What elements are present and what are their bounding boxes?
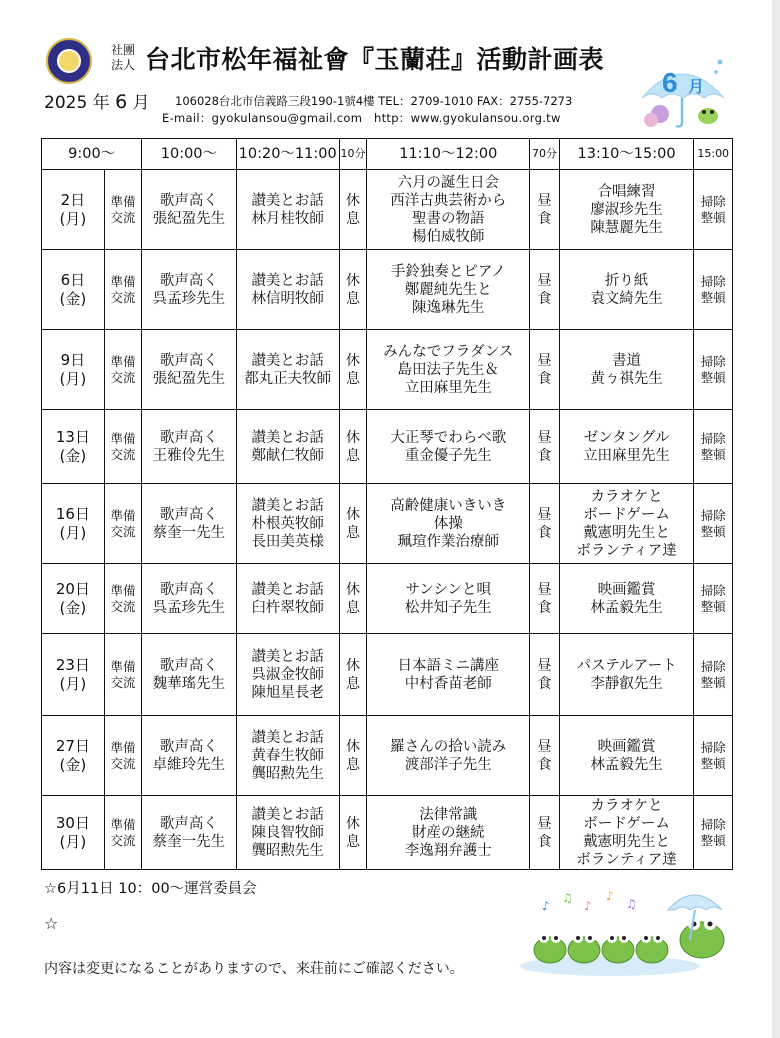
disclaimer-note: 内容は変更になることがありますので、来荘前にご確認ください。 — [44, 961, 464, 977]
date-cell-text: 20日 (金) — [55, 579, 90, 617]
afternoon-cell-text: 映画鑑賞 林孟毅先生 — [590, 581, 663, 616]
year-label: 2025 年 — [44, 93, 110, 113]
afternoon-cell — [559, 170, 694, 250]
star-note: ☆ — [44, 914, 59, 933]
cleanup-cell — [694, 716, 733, 796]
col-header-70min: 70分 — [530, 139, 559, 170]
date-cell-text: 30日 (月) — [55, 813, 90, 851]
hymn-talk-cell — [236, 484, 339, 564]
activity-cell-text: みんなでフラダンス 島田法子先生＆ 立田麻里先生 — [383, 343, 514, 396]
col-header-1020-1100: 10:20～11:00 — [236, 139, 339, 170]
lunch-cell-text: 昼 食 — [537, 506, 552, 541]
singing-cell-text: 歌声高く 張紀盈先生 — [152, 192, 226, 227]
singing-cell — [142, 796, 236, 870]
rest-cell-text: 休 息 — [346, 581, 361, 616]
hymn-talk-cell — [236, 330, 339, 410]
col-header-1000: 10:00～ — [142, 139, 236, 170]
activity-cell — [367, 410, 530, 484]
date-cell — [42, 564, 105, 634]
address-line: 106028台北市信義路三段190-1號4樓 TEL：2709-1010 FAX：2755-7273 — [175, 94, 573, 108]
afternoon-cell — [559, 796, 694, 870]
prep-cell — [104, 170, 141, 250]
lunch-cell — [530, 634, 559, 716]
col-header-10min: 10分 — [339, 139, 366, 170]
committee-note: ☆6月11日 10：00～運営委員会 — [44, 881, 257, 897]
date-cell — [42, 634, 105, 716]
cleanup-cell — [694, 250, 733, 330]
singing-cell — [142, 634, 236, 716]
prep-cell — [104, 564, 141, 634]
singing-cell — [142, 170, 236, 250]
date-cell — [42, 410, 105, 484]
hymn-talk-cell — [236, 250, 339, 330]
month-number: 6 — [115, 91, 128, 113]
hymn-talk-cell — [236, 716, 339, 796]
singing-cell-text: 歌声高く 呉孟珍先生 — [152, 581, 226, 616]
col-header-1500: 15:00 — [694, 139, 733, 170]
prep-cell — [104, 796, 141, 870]
activity-cell — [367, 330, 530, 410]
table-row — [42, 796, 733, 870]
date-cell — [42, 330, 105, 410]
activity-cell-text: 高齢健康いきいき 体操 珮瑄作業治療師 — [390, 497, 507, 550]
hymn-talk-cell-text: 讃美とお話 黄春生牧師 龔昭勲先生 — [251, 729, 324, 782]
date-cell-text: 13日 (金) — [55, 427, 90, 465]
rest-cell-text: 休 息 — [346, 272, 361, 307]
afternoon-cell-text: 合唱練習 廖淑珍先生 陳慧麗先生 — [590, 183, 663, 236]
singing-cell — [142, 250, 236, 330]
prep-cell-text: 準備 交流 — [110, 353, 136, 385]
rest-cell — [339, 330, 366, 410]
singing-cell-text: 歌声高く 蔡奎一先生 — [152, 506, 226, 541]
table-header-row — [42, 139, 733, 170]
singing-cell-text: 歌声高く 卓維玲先生 — [152, 738, 226, 773]
lunch-cell-text: 昼 食 — [537, 429, 552, 464]
svg-text:♪: ♪ — [542, 899, 550, 913]
cleanup-cell — [694, 484, 733, 564]
lunch-cell — [530, 796, 559, 870]
cleanup-cell-text: 掃除 整頓 — [700, 582, 726, 614]
rest-cell-text: 休 息 — [346, 429, 361, 464]
hymn-talk-cell-text: 讃美とお話 林月桂牧師 — [251, 192, 324, 227]
prep-cell — [104, 330, 141, 410]
prep-cell-text: 準備 交流 — [110, 430, 136, 462]
lunch-cell — [530, 564, 559, 634]
lunch-cell-text: 昼 食 — [537, 272, 552, 307]
activity-cell — [367, 170, 530, 250]
lunch-cell — [530, 484, 559, 564]
year-month — [44, 88, 150, 113]
hymn-talk-cell — [236, 564, 339, 634]
prep-cell-text: 準備 交流 — [110, 193, 136, 225]
lunch-cell — [530, 716, 559, 796]
prep-cell — [104, 250, 141, 330]
afternoon-cell — [559, 484, 694, 564]
rest-cell-text: 休 息 — [346, 352, 361, 387]
singing-cell — [142, 564, 236, 634]
afternoon-cell — [559, 330, 694, 410]
afternoon-cell — [559, 250, 694, 330]
cleanup-cell — [694, 796, 733, 870]
rest-cell — [339, 796, 366, 870]
afternoon-cell-text: カラオケと ボードゲーム 戴憲明先生と ボランティア達 — [576, 488, 677, 559]
col-header-1110-1200: 11:10～12:00 — [367, 139, 530, 170]
cleanup-cell-text: 掃除 整頓 — [700, 193, 726, 225]
lunch-cell — [530, 410, 559, 484]
prep-cell-text: 準備 交流 — [110, 507, 136, 539]
afternoon-cell — [559, 716, 694, 796]
activity-cell-text: サンシンと唄 松井知子先生 — [404, 581, 492, 616]
table-row — [42, 250, 733, 330]
singing-cell-text: 歌声高く 魏華瑤先生 — [152, 657, 226, 692]
singing-cell-text: 歌声高く 呉孟珍先生 — [152, 272, 226, 307]
date-cell-text: 23日 (月) — [55, 655, 90, 693]
lunch-cell — [530, 170, 559, 250]
date-cell-text: 9日 (月) — [59, 350, 87, 388]
afternoon-cell — [559, 564, 694, 634]
prep-cell-text: 準備 交流 — [110, 582, 136, 614]
lunch-cell-text: 昼 食 — [537, 581, 552, 616]
afternoon-cell — [559, 410, 694, 484]
hymn-talk-cell — [236, 634, 339, 716]
contact-line: E-mail：gyokulansou@gmail.com http：www.gyokulansou.org.tw — [162, 111, 561, 125]
hymn-talk-cell — [236, 410, 339, 484]
cleanup-cell-text: 掃除 整頓 — [700, 507, 726, 539]
rest-cell — [339, 564, 366, 634]
hymn-talk-cell — [236, 170, 339, 250]
singing-cell — [142, 716, 236, 796]
frogs-umbrella-illustration-icon — [518, 880, 732, 980]
cleanup-cell-text: 掃除 整頓 — [700, 816, 726, 848]
hymn-talk-cell-text: 讃美とお話 都丸正夫牧師 — [244, 352, 332, 387]
afternoon-cell-text: 映画鑑賞 林孟毅先生 — [590, 738, 663, 773]
activity-schedule-table — [41, 138, 733, 870]
cleanup-cell-text: 掃除 整頓 — [700, 739, 726, 771]
prep-cell-text: 準備 交流 — [110, 658, 136, 690]
org-type-label: 社團 法人 — [110, 43, 135, 72]
cleanup-cell — [694, 170, 733, 250]
activity-cell — [367, 634, 530, 716]
activity-cell-text: 手鈴独奏とピアノ 鄭麗純先生と 陳逸琳先生 — [390, 263, 506, 316]
activity-cell — [367, 250, 530, 330]
table-row — [42, 634, 733, 716]
rest-cell — [339, 410, 366, 484]
rest-cell-text: 休 息 — [346, 192, 361, 227]
organization-logo — [46, 38, 92, 84]
rest-cell — [339, 250, 366, 330]
activity-cell — [367, 796, 530, 870]
month-suffix: 月 — [132, 93, 150, 113]
date-cell — [42, 170, 105, 250]
svg-text:♫: ♫ — [562, 891, 573, 905]
activity-cell — [367, 484, 530, 564]
singing-cell — [142, 410, 236, 484]
rest-cell — [339, 716, 366, 796]
hymn-talk-cell-text: 讃美とお話 朴根英牧師 長田美英様 — [251, 497, 324, 550]
lunch-cell-text: 昼 食 — [537, 352, 552, 387]
cleanup-cell-text: 掃除 整頓 — [700, 353, 726, 385]
activity-cell-text: 日本語ミニ講座 中村香苗老師 — [397, 657, 499, 692]
date-cell-text: 27日 (金) — [55, 736, 90, 774]
prep-cell — [104, 716, 141, 796]
hymn-talk-cell-text: 讃美とお話 鄭献仁牧師 — [251, 429, 324, 464]
prep-cell-text: 準備 交流 — [110, 739, 136, 771]
prep-cell-text: 準備 交流 — [110, 273, 136, 305]
cleanup-cell-text: 掃除 整頓 — [700, 273, 726, 305]
activity-cell — [367, 716, 530, 796]
afternoon-cell-text: カラオケと ボードゲーム 戴憲明先生と ボランティア達 — [576, 797, 677, 868]
singing-cell-text: 歌声高く 蔡奎一先生 — [152, 815, 226, 850]
hymn-talk-cell-text: 讃美とお話 臼杵翠牧師 — [251, 581, 324, 616]
svg-text:♪: ♪ — [584, 899, 592, 913]
page-edge — [772, 0, 780, 1038]
cleanup-cell — [694, 564, 733, 634]
date-cell — [42, 796, 105, 870]
singing-cell — [142, 330, 236, 410]
singing-cell-text: 歌声高く 張紀盈先生 — [152, 352, 226, 387]
col-header-0900: 9:00～ — [42, 139, 142, 170]
page-title: 台北市松年福祉會『玉蘭荘』活動計画表 — [145, 45, 605, 74]
rest-cell-text: 休 息 — [346, 738, 361, 773]
svg-text:♫: ♫ — [626, 897, 637, 911]
svg-text:♪: ♪ — [606, 889, 614, 903]
activity-cell — [367, 564, 530, 634]
prep-cell — [104, 634, 141, 716]
singing-cell-text: 歌声高く 王雅伶先生 — [152, 429, 226, 464]
lunch-cell-text: 昼 食 — [537, 738, 552, 773]
date-cell — [42, 484, 105, 564]
date-cell — [42, 716, 105, 796]
activity-cell-text: 法律常識 財産の継続 李逸翔弁護士 — [404, 806, 492, 859]
afternoon-cell-text: パステルアート 李靜叡先生 — [576, 657, 677, 692]
table-row — [42, 564, 733, 634]
rest-cell-text: 休 息 — [346, 815, 361, 850]
date-cell — [42, 250, 105, 330]
afternoon-cell-text: ゼンタングル 立田麻里先生 — [583, 429, 671, 464]
prep-cell — [104, 410, 141, 484]
prep-cell-text: 準備 交流 — [110, 816, 136, 848]
date-cell-text: 2日 (月) — [59, 190, 87, 228]
rest-cell-text: 休 息 — [346, 506, 361, 541]
activity-cell-text: 羅さんの拾い読み 渡部洋子先生 — [390, 738, 507, 773]
cleanup-cell — [694, 330, 733, 410]
hymn-talk-cell-text: 讃美とお話 陳良智牧師 龔昭勲先生 — [251, 806, 324, 859]
date-cell-text: 16日 (月) — [55, 504, 90, 542]
lunch-cell — [530, 330, 559, 410]
activity-cell-text: 六月の誕生日会 西洋古典芸術から 聖書の物語 楊伯威牧師 — [390, 174, 507, 245]
table-row — [42, 484, 733, 564]
afternoon-cell — [559, 634, 694, 716]
hymn-talk-cell-text: 讃美とお話 呉淑金牧師 陳旭星長老 — [251, 648, 324, 701]
col-header-1310-1500: 13:10～15:00 — [559, 139, 694, 170]
rest-cell — [339, 484, 366, 564]
rest-cell-text: 休 息 — [346, 657, 361, 692]
hymn-talk-cell-text: 讃美とお話 林信明牧師 — [251, 272, 324, 307]
lunch-cell-text: 昼 食 — [537, 192, 552, 227]
badge-month-number: 6 — [662, 67, 678, 98]
prep-cell — [104, 484, 141, 564]
lunch-cell-text: 昼 食 — [537, 815, 552, 850]
cleanup-cell — [694, 410, 733, 484]
june-umbrella-badge-icon — [636, 54, 728, 132]
afternoon-cell-text: 書道 黄ㄅ祺先生 — [590, 352, 663, 387]
rest-cell — [339, 170, 366, 250]
table-row — [42, 410, 733, 484]
singing-cell — [142, 484, 236, 564]
table-row — [42, 716, 733, 796]
cleanup-cell-text: 掃除 整頓 — [700, 658, 726, 690]
cleanup-cell — [694, 634, 733, 716]
rest-cell — [339, 634, 366, 716]
activity-cell-text: 大正琴でわらべ歌 重金優子先生 — [390, 429, 507, 464]
date-cell-text: 6日 (金) — [59, 270, 87, 308]
hymn-talk-cell — [236, 796, 339, 870]
lunch-cell — [530, 250, 559, 330]
table-row — [42, 330, 733, 410]
cleanup-cell-text: 掃除 整頓 — [700, 430, 726, 462]
badge-month-suffix: 月 — [688, 77, 705, 96]
afternoon-cell-text: 折り紙 袁文綺先生 — [590, 272, 663, 307]
table-row — [42, 170, 733, 250]
lunch-cell-text: 昼 食 — [537, 657, 552, 692]
